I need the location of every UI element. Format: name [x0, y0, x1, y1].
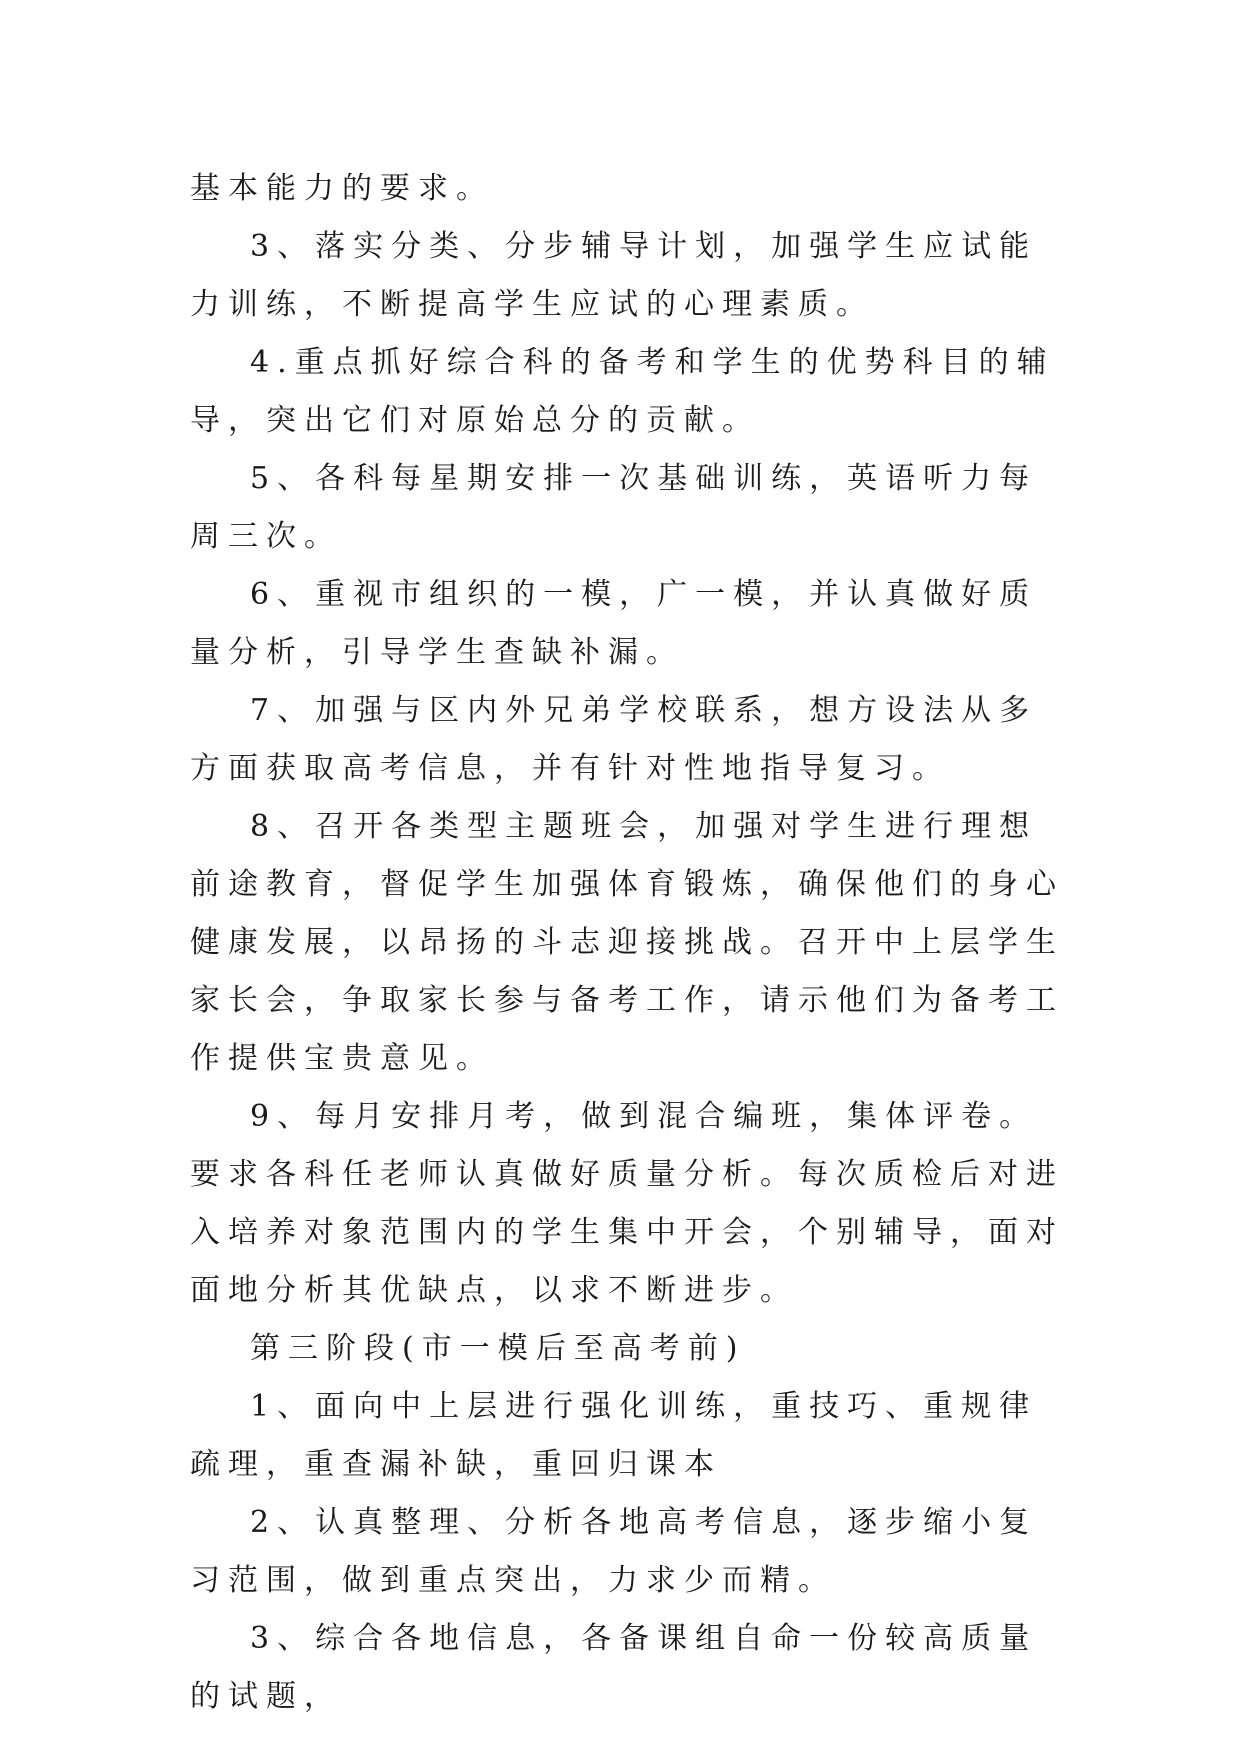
document-body [190, 160, 1070, 1726]
paragraph: 基本能力的要求。 [190, 171, 494, 206]
paragraph: 8、召开各类型主题班会，加强对学生进行理想前途教育，督促学生加强体育锻炼，确保他们的身心健康发展，以昂扬的斗志迎接挑战。召开中上层学生家长会，争取家长参与备考工作，请示他们为备考工作提供宝贵意见。 [190, 809, 1064, 1076]
paragraph: 9、每月安排月考，做到混合编班，集体评卷。要求各科任老师认真做好质量分析。每次质检后对进入培养对象范围内的学生集中开会，个别辅导，面对面地分析其优缺点，以求不断进步。 [190, 1099, 1064, 1308]
paragraph: 4.重点抓好综合科的备考和学生的优势科目的辅导，突出它们对原始总分的贡献。 [190, 345, 1055, 438]
section-heading: 第三阶段(市一模后至高考前) [250, 1331, 746, 1366]
paragraph: 5、各科每星期安排一次基础训练，英语听力每周三次。 [190, 461, 1038, 554]
paragraph: 7、加强与区内外兄弟学校联系，想方设法从多方面获取高考信息，并有针对性地指导复习。 [190, 693, 1038, 786]
paragraph: 3、落实分类、分步辅导计划，加强学生应试能力训练，不断提高学生应试的心理素质。 [190, 229, 1038, 322]
paragraph: 2、认真整理、分析各地高考信息，逐步缩小复习范围，做到重点突出，力求少而精。 [190, 1505, 1038, 1598]
paragraph: 1、面向中上层进行强化训练，重技巧、重规律疏理，重查漏补缺，重回归课本 [190, 1389, 1038, 1482]
paragraph: 6、重视市组织的一模，广一模，并认真做好质量分析，引导学生查缺补漏。 [190, 577, 1038, 670]
paragraph: 3、综合各地信息，各备课组自命一份较高质量的试题， [190, 1621, 1038, 1714]
